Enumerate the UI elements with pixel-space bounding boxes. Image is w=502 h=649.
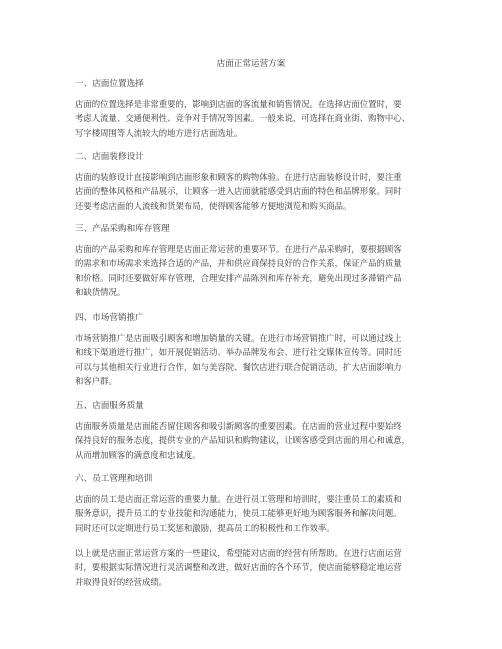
document-title: 店面正常运营方案 bbox=[216, 59, 286, 69]
conclusion-paragraph bbox=[75, 546, 435, 589]
paragraph-line: 以上就是店面正常运营方案的一些建议，希望能对店面的经营有所帮助。在进行店面运营 bbox=[75, 548, 402, 558]
section-heading-staff: 六、员工管理和培训 bbox=[75, 474, 153, 484]
section-heading-marketing: 四、市场营销推广 bbox=[75, 313, 144, 323]
paragraph-line: 和客户群。 bbox=[75, 376, 117, 387]
paragraph-line: 时，要根据实际情况进行灵活调整和改进，做好店面的各个环节，使店面能够稳定地运营 bbox=[75, 562, 402, 573]
section-heading-decoration: 二、店面装修设计 bbox=[75, 152, 144, 162]
paragraph-line: 店面的位置选择是非常重要的，影响到店面的客流量和销售情况。在选择店面位置时，要 bbox=[75, 99, 402, 109]
paragraph-line: 店面服务质量是店面能否留住顾客和吸引新顾客的重要因素。在店面的营业过程中要始终 bbox=[75, 421, 402, 431]
section-body-location bbox=[75, 97, 435, 140]
section-body-procurement bbox=[75, 242, 435, 300]
section-heading-location: 一、店面位置选择 bbox=[75, 79, 144, 89]
paragraph-line: 可以与其他相关行业进行合作，如与美容院、餐饮店进行联合促销活动，扩大店面影响力 bbox=[75, 361, 402, 372]
section-body-decoration bbox=[75, 170, 435, 213]
paragraph-line: 店面的装修设计直接影响到店面形象和顾客的购物体验。在进行店面装修设计时，要注重 bbox=[75, 172, 402, 182]
paragraph-line: 和缺货情况。 bbox=[75, 287, 126, 298]
paragraph-line: 写字楼周围等人流较大的地方进行店面选址。 bbox=[75, 127, 243, 138]
paragraph-line: 店面的员工是店面正常运营的重要力量。在进行员工管理和培训时，要注重员工的素质和 bbox=[75, 494, 402, 504]
paragraph-line: 同时还可以定期进行员工奖惩和激励，提高员工的积极性和工作效率。 bbox=[75, 522, 335, 533]
paragraph-line: 店面的产品采购和库存管理是店面正常运营的重要环节。在进行产品采购时，要根据顾客 bbox=[75, 244, 402, 254]
section-body-staff bbox=[75, 492, 435, 535]
paragraph-line: 和价格。同时还要做好库存管理，合理安排产品陈列和库存补充，避免出现过多滞销产品 bbox=[75, 272, 402, 283]
paragraph-line: 还要考虑店面的人流线和货架布局，使得顾客能够方便地浏览和购买商品。 bbox=[75, 200, 352, 211]
paragraph-line: 考虑人流量、交通便利性、竞争对手情况等因素。一般来说，可选择在商业街、购物中心、 bbox=[75, 113, 410, 124]
paragraph-line: 和线下渠道进行推广，如开展促销活动、举办品牌发布会、进行社交媒体宣传等。同时还 bbox=[75, 347, 402, 358]
paragraph-line: 从而增加顾客的满意度和忠诚度。 bbox=[75, 449, 201, 460]
paragraph-line: 的需求和市场需求来选择合适的产品，并和供应商保持良好的合作关系，保证产品的质量 bbox=[75, 258, 402, 269]
section-heading-service: 五、店面服务质量 bbox=[75, 401, 144, 411]
paragraph-line: 市场营销推广是店面吸引顾客和增加销量的关键。在进行市场营销推广时，可以通过线上 bbox=[75, 333, 402, 343]
section-body-service bbox=[75, 419, 435, 462]
section-heading-procurement: 三、产品采购和库存管理 bbox=[75, 224, 170, 234]
paragraph-line: 店面的整体风格和产品展示，让顾客一进入店面就能感受到店面的特色和品牌形象。同时 bbox=[75, 186, 402, 197]
paragraph-line: 并取得良好的经营成绩。 bbox=[75, 576, 168, 587]
section-body-marketing bbox=[75, 331, 435, 389]
paragraph-line: 服务意识，提升员工的专业技能和沟通能力，使员工能够更好地为顾客服务和解决问题。 bbox=[75, 508, 402, 519]
paragraph-line: 保持良好的服务态度，提供专业的产品知识和购物建议，让顾客感受到店面的用心和诚意， bbox=[75, 435, 410, 446]
